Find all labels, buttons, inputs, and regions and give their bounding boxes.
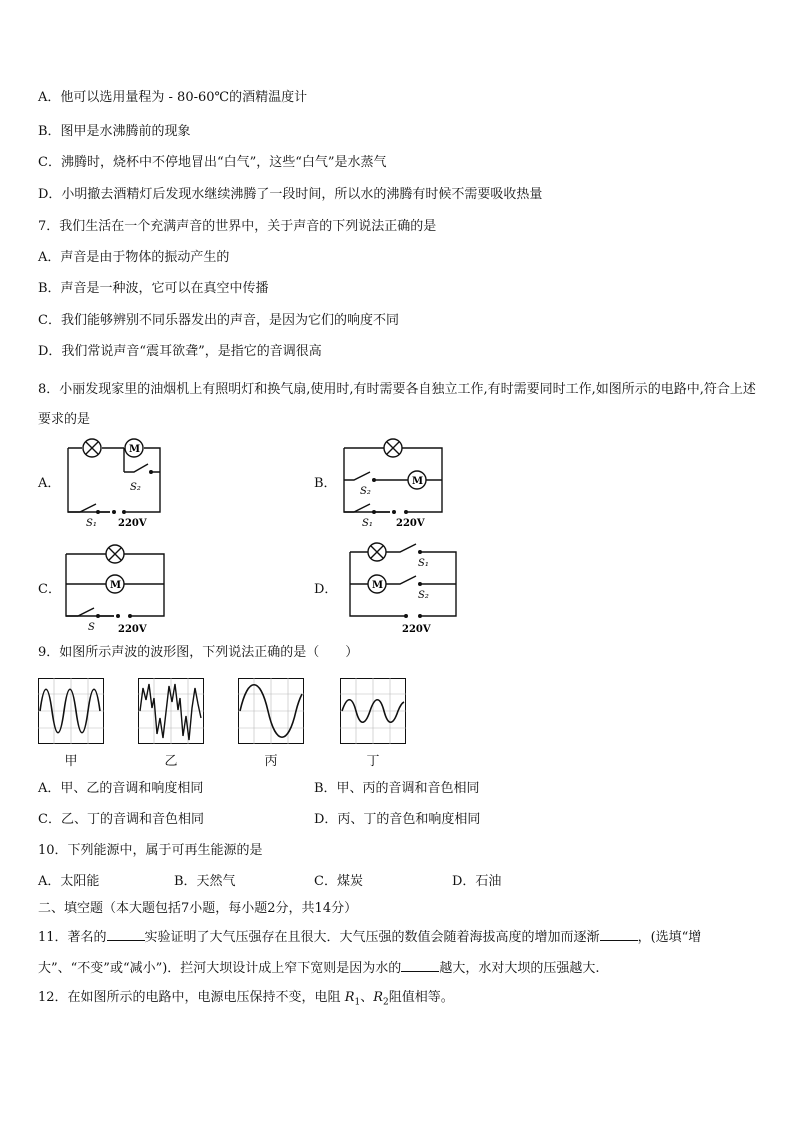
q12-r1-sub: 1 (354, 997, 361, 1008)
q11-text-1: 11．著名的 (38, 930, 107, 945)
q11-text-4: 大”、“不变”或“减小”)．拦河大坝设计成上窄下宽则是因为水的 (38, 961, 402, 976)
q12-r2: R (373, 990, 384, 1005)
circuit-b-s2-label: S₂ (360, 486, 371, 497)
q11-blank-1 (107, 928, 145, 941)
q9-option-b: B．甲、丙的音调和音色相同 (314, 781, 480, 796)
q12-stem (38, 990, 454, 1011)
q12-r1: R (344, 990, 355, 1005)
q11-blank-3 (401, 959, 439, 972)
q11-line1 (38, 928, 701, 946)
q7-option-a: A．声音是由于物体的振动产生的 (38, 250, 230, 265)
circuit-c-diagram (60, 538, 180, 636)
q11-text-5: 越大，水对大坝的压强越大. (439, 961, 600, 976)
waveform-yi-caption: 乙 (164, 754, 178, 769)
waveform-bing-caption: 丙 (264, 754, 278, 769)
waveform-jia-caption: 甲 (64, 754, 78, 769)
circuit-a-s1-label: S₁ (86, 518, 97, 528)
circuit-d-s1-label: S₁ (418, 558, 429, 569)
circuit-a-motor-label: M (129, 444, 141, 455)
q12-text-2: 阻值相等。 (388, 990, 454, 1005)
q6-option-b: B．图甲是水沸腾前的现象 (38, 124, 191, 139)
q10-option-b: B．天然气 (174, 874, 236, 889)
q10-option-c: C．煤炭 (314, 874, 363, 889)
q9-option-d: D．丙、丁的音色和响度相同 (314, 812, 481, 827)
circuit-c-motor-label: M (110, 580, 122, 591)
q11-text-3: ，(选填“增 (637, 930, 702, 945)
circuit-d-motor-label: M (372, 580, 384, 591)
q8-label-a: A． (38, 476, 61, 491)
section2-heading: 二、填空题（本大题包括7小题，每小题2分，共14分） (38, 901, 358, 916)
q7-stem: 7．我们生活在一个充满声音的世界中，关于声音的下列说法正确的是 (38, 219, 437, 234)
q8-label-d: D． (314, 582, 338, 597)
circuit-a-voltage-label: 220V (118, 518, 147, 528)
q12-r2-sub: 2 (383, 997, 389, 1008)
circuit-d-s2-label: S₂ (418, 590, 429, 601)
waveform-jia (38, 678, 104, 744)
circuit-b-motor-label: M (412, 476, 424, 487)
circuit-d-diagram (336, 536, 466, 636)
circuit-a-s2-label: S₂ (130, 482, 141, 493)
q6-option-a: A．他可以选用量程为 - 80-60℃的酒精温度计 (38, 90, 308, 105)
circuit-c-s-label: S (88, 622, 95, 633)
q8-stem: 8．小丽发现家里的油烟机上有照明灯和换气扇,使用时,有时需要各自独立工作,有时需要同时工作,如图所示的电路中,符合上述要求的是 (38, 382, 756, 427)
waveform-yi (138, 678, 204, 744)
q7-option-b: B．声音是一种波，它可以在真空中传播 (38, 281, 269, 296)
q12-text-1: 12．在如图所示的电路中，电源电压保持不变，电阻 (38, 990, 341, 1005)
q8-label-c: C． (38, 582, 61, 597)
circuit-b-s1-label: S₁ (362, 518, 373, 529)
q11-blank-2 (600, 928, 638, 941)
circuit-c-voltage-label: 220V (118, 624, 147, 635)
circuit-b-diagram (336, 432, 456, 530)
q8-label-b: B． (314, 476, 337, 491)
circuit-b-voltage-label: 220V (396, 518, 425, 529)
q11-line2 (38, 959, 599, 977)
circuit-d-voltage-label: 220V (402, 624, 431, 635)
q9-stem: 9．如图所示声波的波形图，下列说法正确的是（ ） (38, 645, 359, 660)
waveform-ding (340, 678, 406, 744)
q10-option-a: A．太阳能 (38, 874, 100, 889)
q9-option-c: C．乙、丁的音调和音色相同 (38, 812, 204, 827)
q7-option-c: C．我们能够辨别不同乐器发出的声音，是因为它们的响度不同 (38, 313, 399, 328)
q10-option-d: D．石油 (452, 874, 502, 889)
q9-option-a: A．甲、乙的音调和响度相同 (38, 781, 204, 796)
circuit-a-diagram (60, 436, 180, 528)
q6-option-c: C．沸腾时，烧杯中不停地冒出“白气”，这些“白气”是水蒸气 (38, 155, 387, 170)
waveform-ding-caption: 丁 (366, 754, 380, 769)
q11-text-2: 实验证明了大气压强存在且很大．大气压强的数值会随着海拔高度的增加而逐渐 (144, 930, 600, 945)
q10-stem: 10．下列能源中，属于可再生能源的是 (38, 843, 263, 858)
q6-option-d: D．小明撤去酒精灯后发现水继续沸腾了一段时间，所以水的沸腾有时候不需要吸收热量 (38, 187, 543, 202)
q12-sep: 、 (360, 990, 374, 1005)
waveform-bing (238, 678, 304, 744)
q7-option-d: D．我们常说声音“震耳欲聋”，是指它的音调很高 (38, 344, 322, 359)
